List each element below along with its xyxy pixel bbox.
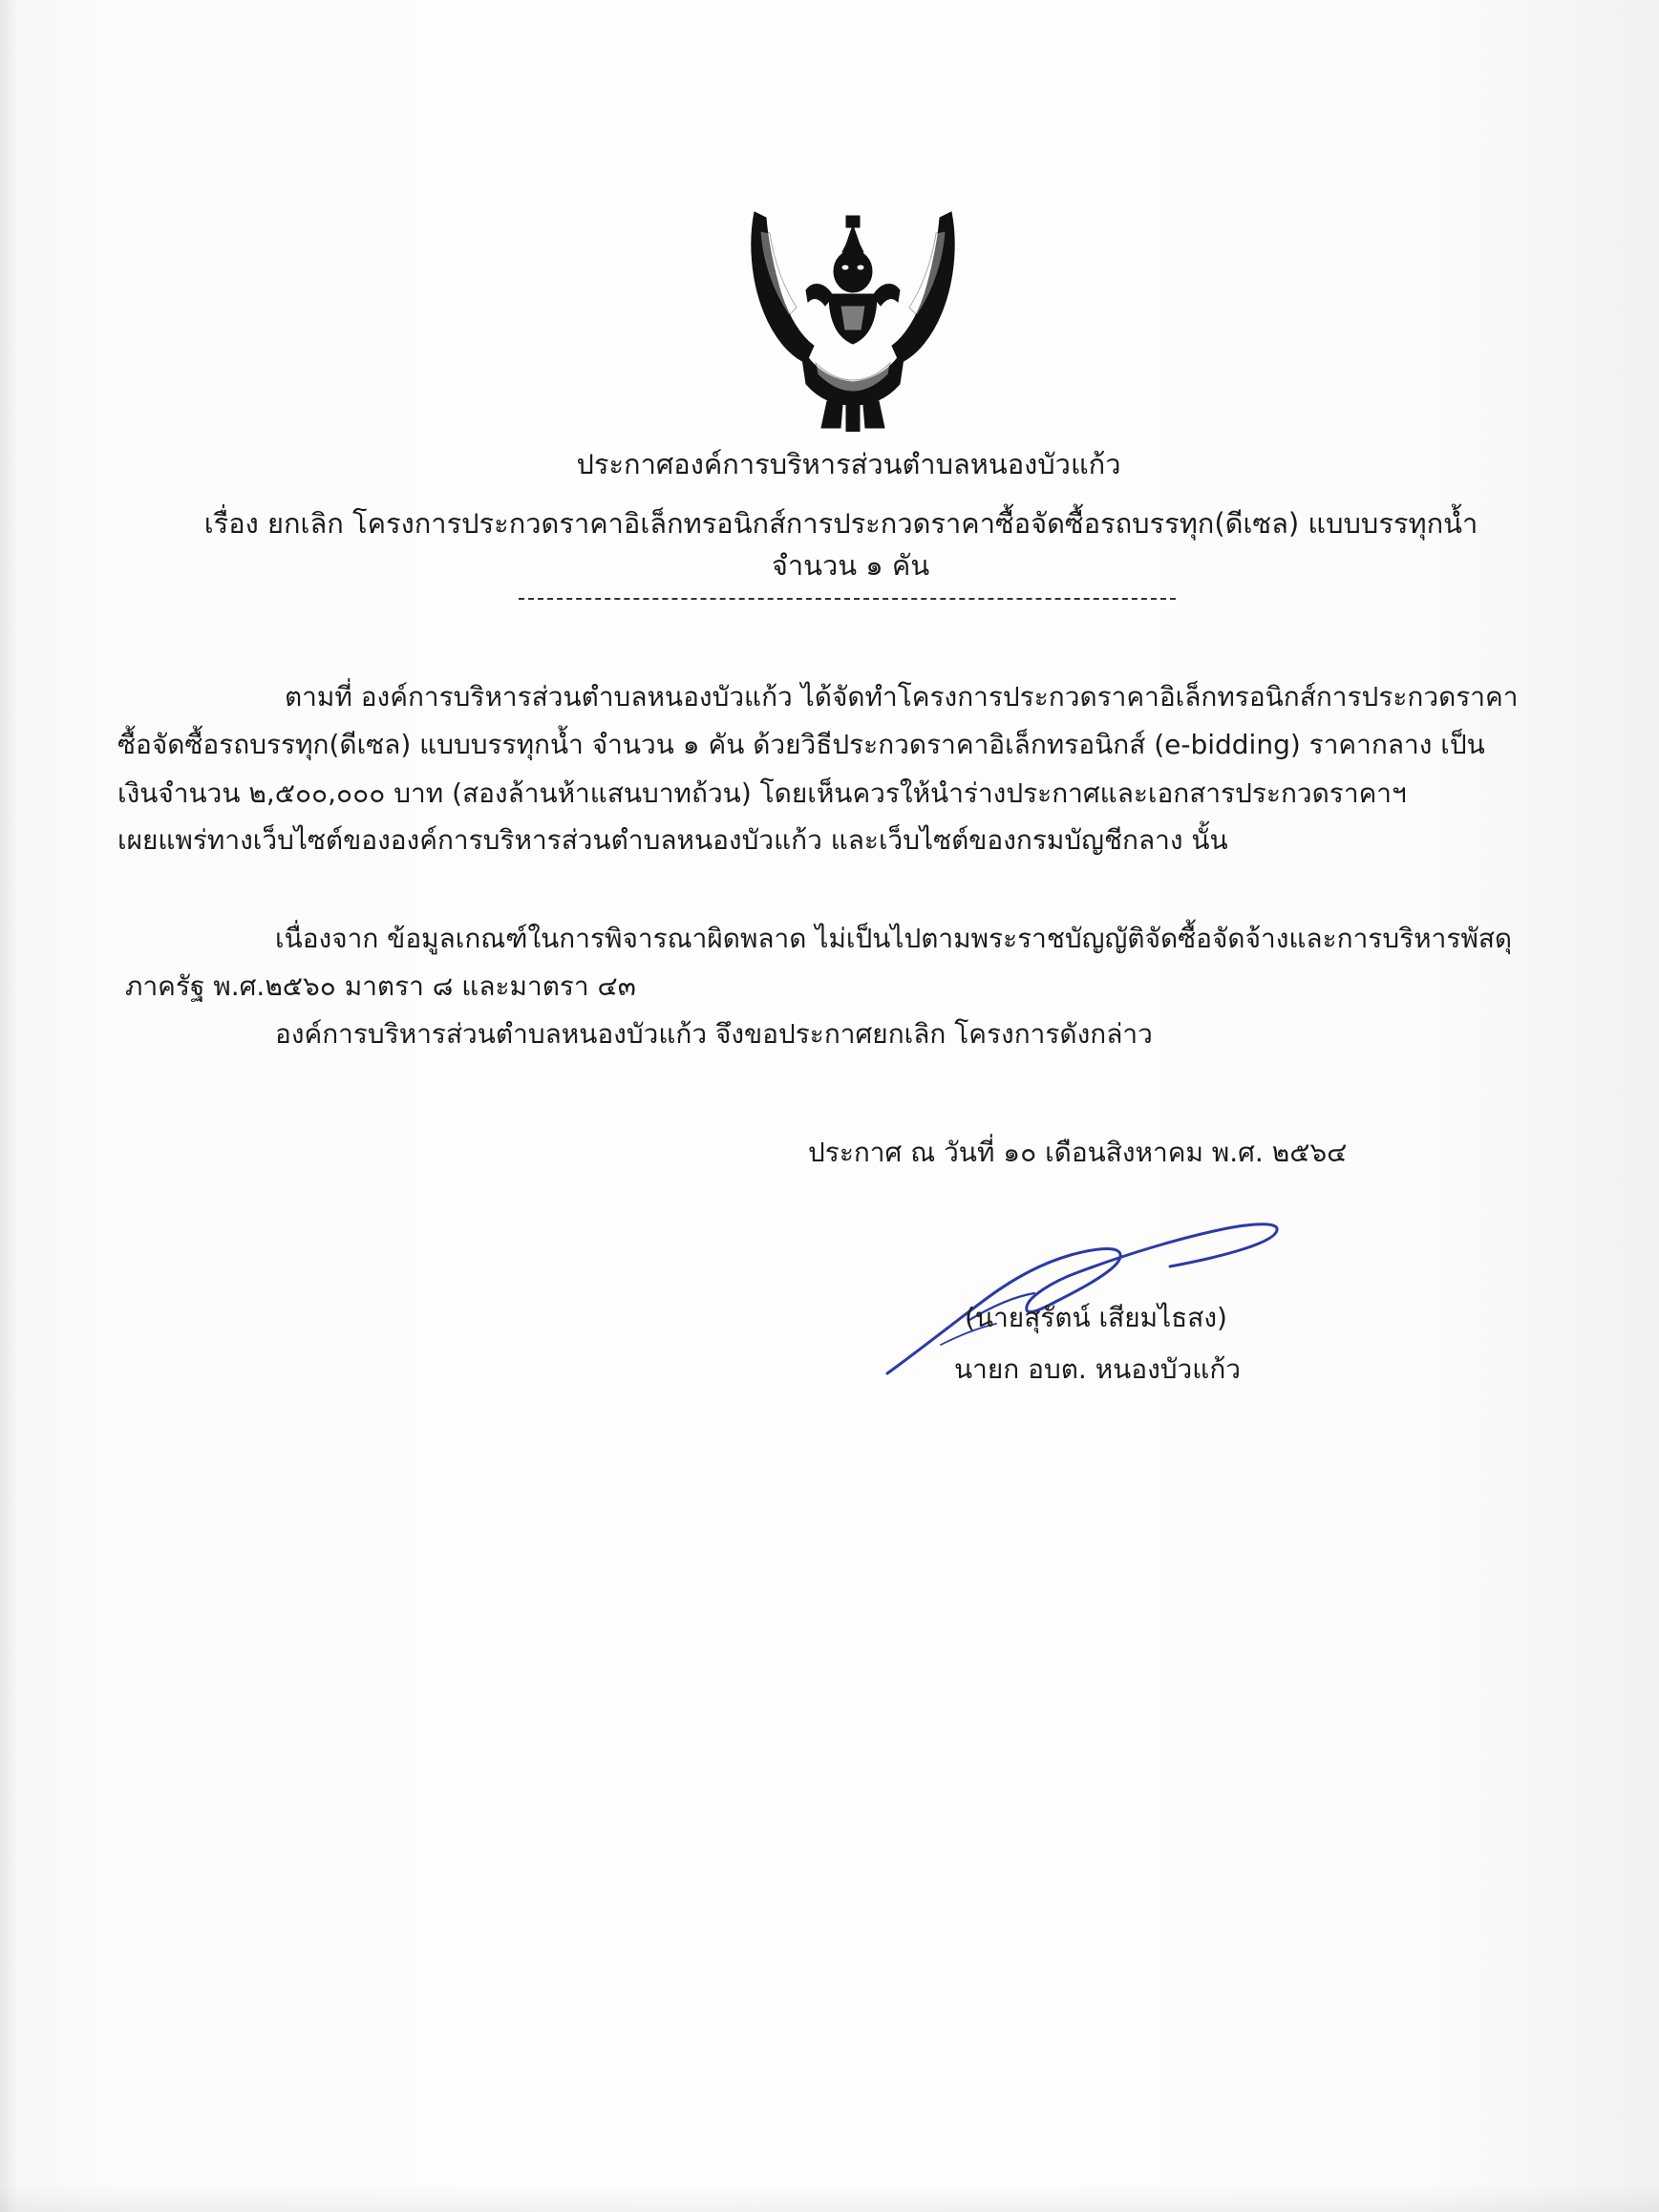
body-line: เงินจำนวน ๒,๕๐๐,๐๐๐ บาท (สองล้านห้าแสนบาทถ้วน) โดยเห็นควรให้นำร่างประกาศและเอกสารประกวดราคาฯ	[117, 777, 1407, 809]
body-line: เนื่องจาก ข้อมูลเกณฑ์ในการพิจารณาผิดพลาด ไม่เป็นไปตามพระราชบัญญัติจัดซื้อจัดจ้างและการบริหารพัสดุ	[275, 923, 1513, 954]
body-line: ภาครัฐ พ.ศ.๒๕๖๐ มาตรา ๘ และมาตรา ๔๓	[125, 970, 636, 1002]
announcement-subject: เรื่อง ยกเลิก โครงการประกวดราคาอิเล็กทรอนิกส์การประกวดราคาซื้อจัดซื้อรถบรรทุก(ดีเซล) แบบบรรทุกน้ำ	[203, 507, 1478, 540]
body-line: เผยแพร่ทางเว็บไซต์ขององค์การบริหารส่วนตำบลหนองบัวแก้ว และเว็บไซต์ของกรมบัญชีกลาง นั้น	[117, 824, 1228, 856]
separator-line	[519, 598, 1176, 600]
body-line: องค์การบริหารส่วนตำบลหนองบัวแก้ว จึงขอประกาศยกเลิก โครงการดังกล่าว	[275, 1018, 1153, 1050]
garuda-emblem-icon	[747, 202, 959, 432]
signatory-name: (นายสุรัตน์ เสียมไธสง)	[965, 1302, 1227, 1333]
body-line: ซื้อจัดซื้อรถบรรทุก(ดีเซล) แบบบรรทุกน้ำ จำนวน ๑ คัน ด้วยวิธีประกวดราคาอิเล็กทรอนิกส์ (e-bidding) ราคากลาง เป็น	[117, 729, 1485, 760]
signatory-position: นายก อบต. หนองบัวแก้ว	[954, 1353, 1242, 1385]
announcement-title: ประกาศองค์การบริหารส่วนตำบลหนองบัวแก้ว	[576, 448, 1121, 480]
page-shadow	[0, 0, 17, 2212]
announcement-quantity: จำนวน ๑ คัน	[771, 549, 930, 582]
page-shadow	[0, 2183, 1659, 2212]
announcement-date: ประกาศ ณ วันที่ ๑๐ เดือนสิงหาคม พ.ศ. ๒๕๖๔	[808, 1137, 1348, 1168]
body-line: ตามที่ องค์การบริหารส่วนตำบลหนองบัวแก้ว ได้จัดทำโครงการประกวดราคาอิเล็กทรอนิกส์การประกวดราคา	[285, 681, 1519, 713]
